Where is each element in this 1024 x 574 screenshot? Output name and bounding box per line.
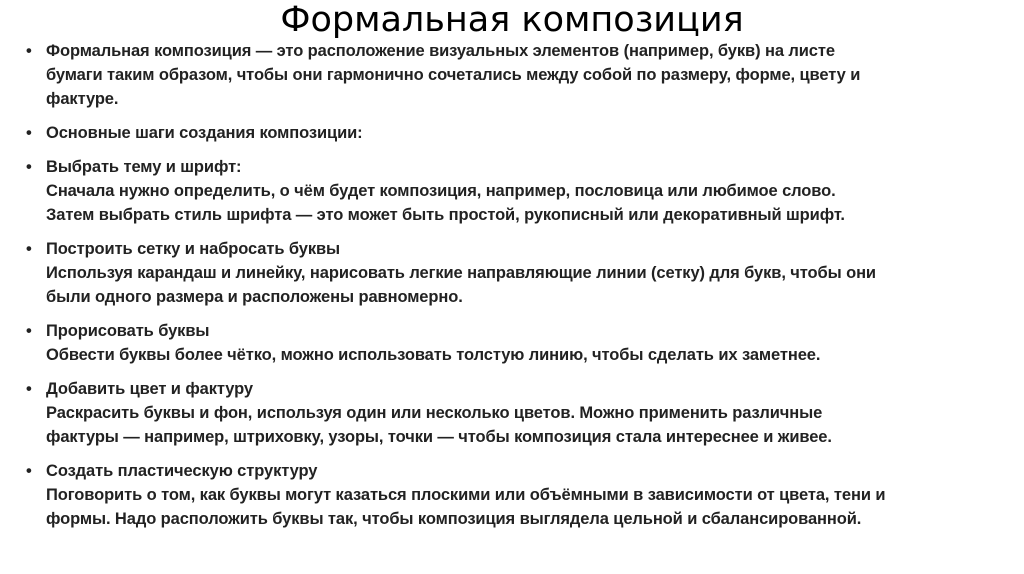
bullet-item [24,121,1014,145]
bullet-line: Сначала нужно определить, о чём будет композиция, например, пословица или любимое слово. [46,182,836,200]
slide-title: Формальная композиция [280,0,744,40]
bullet-line: бумаги таким образом, чтобы они гармонично сочетались между собой по размеру, форме, цвету и [46,66,861,84]
bullet-line: Добавить цвет и фактуру [46,380,253,398]
bullet-line: Построить сетку и набросать буквы [46,240,341,258]
bullet-line: Прорисовать буквы [46,322,210,340]
bullet-dot-icon: • [26,158,32,176]
bullet-line: формы. Надо расположить буквы так, чтобы композиция выглядела цельной и сбалансированной. [46,510,862,528]
bullet-list [24,39,1014,541]
bullet-line: Затем выбрать стиль шрифта — это может быть простой, рукописный или декоративный шрифт. [46,206,845,224]
bullet-dot-icon: • [26,124,32,142]
bullet-dot-icon: • [26,380,32,398]
bullet-item [24,39,1014,111]
bullet-dot-icon: • [26,462,32,480]
bullet-item [24,155,1014,227]
bullet-line: Основные шаги создания композиции: [46,124,363,142]
bullet-item [24,459,1014,531]
bullet-line: Формальная композиция — это расположение визуальных элементов (например, букв) на листе [46,42,835,60]
bullet-line: фактуре. [46,90,119,108]
bullet-dot-icon: • [26,240,32,258]
bullet-line: Раскрасить буквы и фон, используя один или несколько цветов. Можно применить различные [46,404,823,422]
bullet-line: Выбрать тему и шрифт: [46,158,242,176]
bullet-line: Создать пластическую структуру [46,462,318,480]
bullet-line: Поговорить о том, как буквы могут казаться плоскими или объёмными в зависимости от цвета, тени и [46,486,886,504]
bullet-line: фактуры — например, штриховку, узоры, точки — чтобы композиция стала интереснее и живее. [46,428,832,446]
bullet-line: были одного размера и расположены равномерно. [46,288,463,306]
bullet-dot-icon: • [26,322,32,340]
bullet-item [24,377,1014,449]
bullet-item [24,237,1014,309]
bullet-line: Используя карандаш и линейку, нарисовать легкие направляющие линии (сетку) для букв, чтобы они [46,264,876,282]
bullet-item [24,319,1014,367]
bullet-line: Обвести буквы более чётко, можно использовать толстую линию, чтобы сделать их заметнее. [46,346,821,364]
bullet-dot-icon: • [26,42,32,60]
